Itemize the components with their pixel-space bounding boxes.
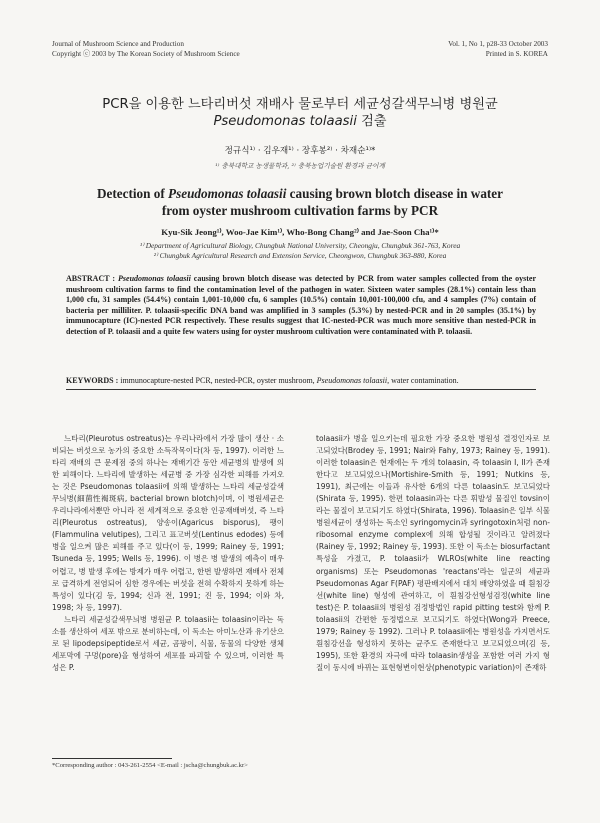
footnote-divider [52,758,172,759]
body-paragraph: tolaasii가 병을 일으키는데 필요한 가장 중요한 병원성 결정인자로 보고되었다(Brodey 등, 1991; Nair와 Fahy, 1973; Rainey 등, 1991). 이러한 tolaasin은 현재에는 두 개의 tolaasin, 즉 tolaasin I, II가 존재한다고 보고되었으나(Mortishire-Smith 등, 1991; Nutkins 등, 1991), 최근에는 이들과 유사한 6개의 다른 tolaasin도 보고되었다(Shirata 등, 1995). 한편 tolaasin과는 다른 휘발성 물질인 tovsin이라는 물질이 보고되기도 하였다(Shirata, 1996). Tolaasin은 일부 식물병원세균이 생성하는 독소인 syringomycin과 syringotoxin처럼 non-ribosomal enzyme complex에 의해 합성될 것이라고 알려졌다(Rainey 등, 1992; Rainey 등, 1993). 또한 이 독소는 biosurfactant 특성을 가졌고, P. tolaasii가 WLROs(white line reacting organisms) 또는 Pseudomonas 'reactans'라는 일군의 세균과 Pseudomonas Agar F(PAF) 평판배지에서 대치 배양하였을 때 흰침강선(white line) 형성에 관여하고, 이 흰침강선형성검정(white line test)은 P. tolaasii의 병원성 검정방법인 rapid pitting test와 함께 P. tolaasii의 간편한 동정법으로 보고되기도 하였다(Wong과 Preece, 1979; Rainey 등 1992). 그러나 P. tolaasii에는 병원성을 가지면서도 흰침강선을 형성하지 못하는 균주도 존재한다고 보고되었으며(김 등, 1995), 또한 환경의 자극에 따라 tolaasin생성을 포함한 여러 가지 형질이 동시에 바뀌는 표현형변이현상(phenotypic variation)이 존재하 [316,434,550,672]
copyright-line: Copyright ⓒ 2003 by The Korean Society of Mushroom Science [52,49,240,58]
body-right-column [316,433,550,674]
english-title-species: Pseudomonas tolaasii [168,186,287,201]
abstract-label: ABSTRACT : [66,274,119,283]
body-left-column [52,433,284,674]
journal-header-left [52,40,240,59]
korean-title [0,96,600,130]
journal-name: Journal of Mushroom Science and Production [52,40,184,48]
korean-title-species: Pseudomonas tolaasii [213,114,357,129]
corresponding-author-footnote: *Corresponding author : 043-261-2554 <E-mail : jscha@chungbuk.ac.kr> [52,762,248,769]
abstract [66,274,536,338]
english-affiliation-2: ²⁾ Chungbuk Agricultural Research and Extension Service, Cheongwon, Chungbuk 363-880, Korea [153,250,447,260]
keywords [66,376,536,390]
journal-header-right [448,40,548,59]
printed-info: Printed in S. KOREA [485,49,548,58]
english-affiliation-1: ¹⁾ Department of Agricultural Biology, Chungbuk National University, Cheongju, Chungbuk 361-763, Korea [139,241,461,250]
abstract-species: Pseudomonas tolaasii [118,274,191,283]
english-title-line2: from oyster mushroom cultivation farms by PCR [161,202,439,218]
keywords-label: KEYWORDS : [66,376,121,385]
korean-affiliation: ¹⁾ 충북대학교 농생물학과, ²⁾ 충북농업기술원 환경과 균이계 [215,162,385,170]
english-authors: Kyu-Sik Jeong¹⁾, Woo-Jae Kim¹⁾, Who-Bong Chang²⁾ and Jae-Soon Cha¹⁾* [161,227,439,237]
english-title-line1 [0,186,600,203]
korean-title-line1: PCR을 이용한 느타리버섯 재배사 물로부터 세균성갈색무늬병 병원균 [102,97,498,112]
body-paragraph: 느타리 세균성갈색무늬병 병원균 P. tolaasii는 tolaasin이라는 독소를 생산하여 세포 밖으로 분비하는데, 이 독소는 아미노산과 유기산으로 된 lipodepsipeptide로서 세균, 곰팡이, 식물, 동물의 다양한 생체 세포막에 구멍(pore)을 형성하여 세포를 파괴할 수 있으며, 이러한 특성은 P. [52,614,284,672]
english-title [0,186,600,219]
keywords-text: immunocapture-nested PCR, nested-PCR, oyster mushroom, [120,376,317,385]
english-title-pre: Detection of [96,186,169,201]
volume-info: Vol. 1, No 1, p28-33 October 2003 [448,40,548,48]
body-paragraph: 느타리(Pleurotus ostreatus)는 우리나라에서 가장 많이 생산 · 소비되는 버섯으로 농가의 중요한 소득작목이다(차 등, 1997). 이러한 느타리 재배의 큰 문제점 중의 하나는 재배기간 동안 세균병의 발생에 의한 피해이다. 느타리에 발생하는 세균병 중 가장 심각한 피해를 가져오는 것은 Pseudomonas tolaasii에 의해 발생하는 느타리 세균성갈색무늬병(細菌性褐斑病, bacterial brown blotch)이며, 이 병원세균은 우리나라에서뿐만 아니라 전 세계적으로 중요한 인공재배버섯, 즉 느타리(Pleurotus ostreatus), 양송이(Agaricus bisporus), 팽이(Flammulina velutipes), 그리고 표고버섯(Lentinus edodes) 등에 병을 일으켜 많은 피해를 주고 있다(이 등, 1999; Rainey 등, 1991; Tsuneda 등, 1995; Wells 등, 1996). 이 병은 병 발생의 예측이 매우 어렵고, 병 발생 후에는 방제가 매우 어렵고, 한번 발생하면 재배사 전체로 급격하게 전염되어 심한 경우에는 버섯을 전혀 수확하지 못하게 하는 특성이 있다(김 등, 1994; 신과 전, 1991; 진 등, 1994; 이와 차, 1998; 차 등, 1997). [52,434,284,612]
keywords-species: Pseudomonas tolaasii [316,376,388,385]
korean-title-suffix: 검출 [356,114,387,129]
korean-authors: 정규식¹⁾ · 김우재¹⁾ · 장후봉²⁾ · 차재순¹⁾* [224,146,376,156]
keywords-end: , water contamination. [387,376,459,385]
english-title-post: causing brown blotch disease in water [286,186,504,201]
korean-title-line2 [0,113,600,130]
abstract-text: causing brown blotch disease was detected by PCR from water samples collected from the oyster mushroom cultivation farms to find the contamination level of the pathogen in water. Sixteen water samples (28.1%) contain less than 1,000 cfu, 31 samples (54.4%) contain 1,001-10,000 cfu, 6 samples (10.5%) contain 10,001-100,000 cfu, and 4 samples (7%) contain of bacteria per milliliter. P. tolaasii-specific DNA band was amplified in 3 samples (5.3%) by nested-PCR and in 20 samples (35.1%) by immunocapture (IC)-nested PCR respectively. These results suggest that IC-nested-PCR was much more sensitive than nested-PCR in detection of P. tolaasii and a quite few waters using for oyster mushroom cultivation were contaminated with P. tolaasii. [66,274,537,336]
english-affiliation [0,241,600,260]
